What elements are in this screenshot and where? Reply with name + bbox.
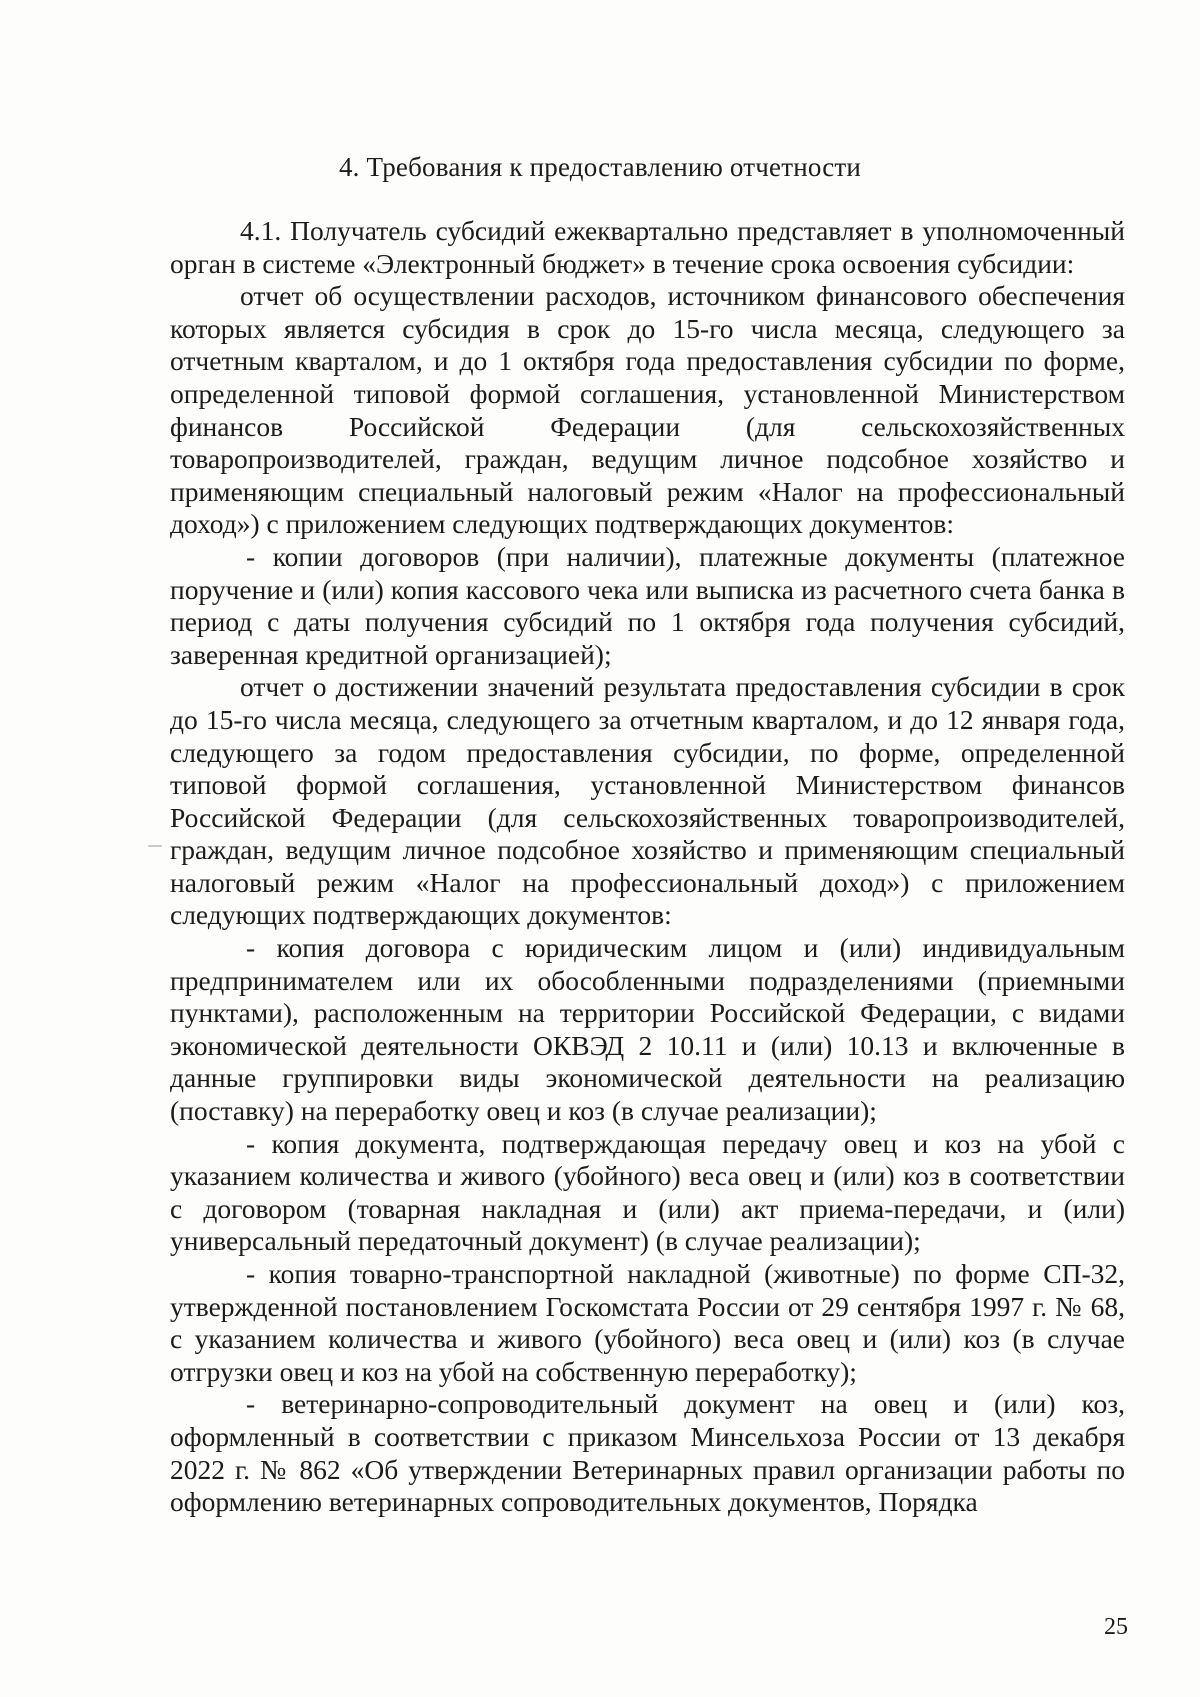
list-item-waybill-sp32: - копия товарно-транспортной накладной (животные) по форме СП-32, утвержденной постановлением Госкомстата России от 29 сентября 1997 г. № 68, с указанием количества и живого (убойного) веса овец и (или) коз (в случае отгрузки овец и коз на убой на собственную переработку); [170,1258,1125,1387]
list-item-legal-entity-contract: - копия договора с юридическим лицом и (или) индивидуальным предпринимателем или их обособленными подразделениями (приемными пунктами), расположенным на территории Российской Федерации, с видами экономической деятельности ОКВЭД 2 10.11 и (или) 10.13 и включенные в данные группировки виды экономической деятельности на реализацию (поставку) на переработку овец и коз (в случае реализации); [170,932,1125,1127]
paragraph-4-1: 4.1. Получатель субсидий ежеквартально представляет в уполномоченный орган в системе «Электронный бюджет» в течение срока освоения субсидии: [170,215,1125,279]
list-item-contract-copies: - копии договоров (при наличии), платежные документы (платежное поручение и (или) копия кассового чека или выписка из расчетного счета банка в период с даты получения субсидий по 1 октября года получения субсидий, заверенная кредитной организацией); [170,540,1125,670]
section-heading: 4. Требования к предоставлению отчетности [338,152,862,182]
list-item-slaughter-transfer-document: - копия документа, подтверждающая передачу овец и коз на убой с указанием количества и живого (убойного) веса овец и (или) коз в соответствии с договором (товарная накладная и (или) акт приема-передачи, и (или) универсальный передаточный документ) (в случае реализации); [170,1127,1125,1257]
scan-artifact [148,845,162,847]
paragraph-result-report: отчет о достижении значений результата предоставления субсидии в срок до 15-го числа месяца, следующего за отчетным кварталом, и до 12 января года, следующего за годом предоставления субсидии, по форме, определенной типовой формой соглашения, установленной Министерством финансов Российской Федерации (для сельскохозяйственных товаропроизводителей, граждан, ведущим личное подсобное хозяйство и применяющим специальный налоговый режим «Налог на профессиональный доход») с приложением следующих подтверждающих документов: [170,671,1125,931]
document-body [170,215,1125,1519]
list-item-veterinary-document: - ветеринарно-сопроводительный документ на овец и (или) коз, оформленный в соответствии с приказом Минсельхоза России от 13 декабря 2022 г. № 862 «Об утверждении Ветеринарных правил организации работы по оформлению ветеринарных сопроводительных документов, Порядка [170,1388,1125,1518]
page-number: 25 [1104,1614,1128,1640]
paragraph-expense-report: отчет об осуществлении расходов, источником финансового обеспечения которых является субсидия в срок до 15-го числа месяца, следующего за отчетным кварталом, и до 1 октября года предоставления субсидии по форме, определенной типовой формой соглашения, установленной Министерством финансов Российской Федерации (для сельскохозяйственных товаропроизводителей, граждан, ведущим личное подсобное хозяйство и применяющим специальный налоговый режим «Налог на профессиональный доход») с приложением следующих подтверждающих документов: [170,280,1125,540]
